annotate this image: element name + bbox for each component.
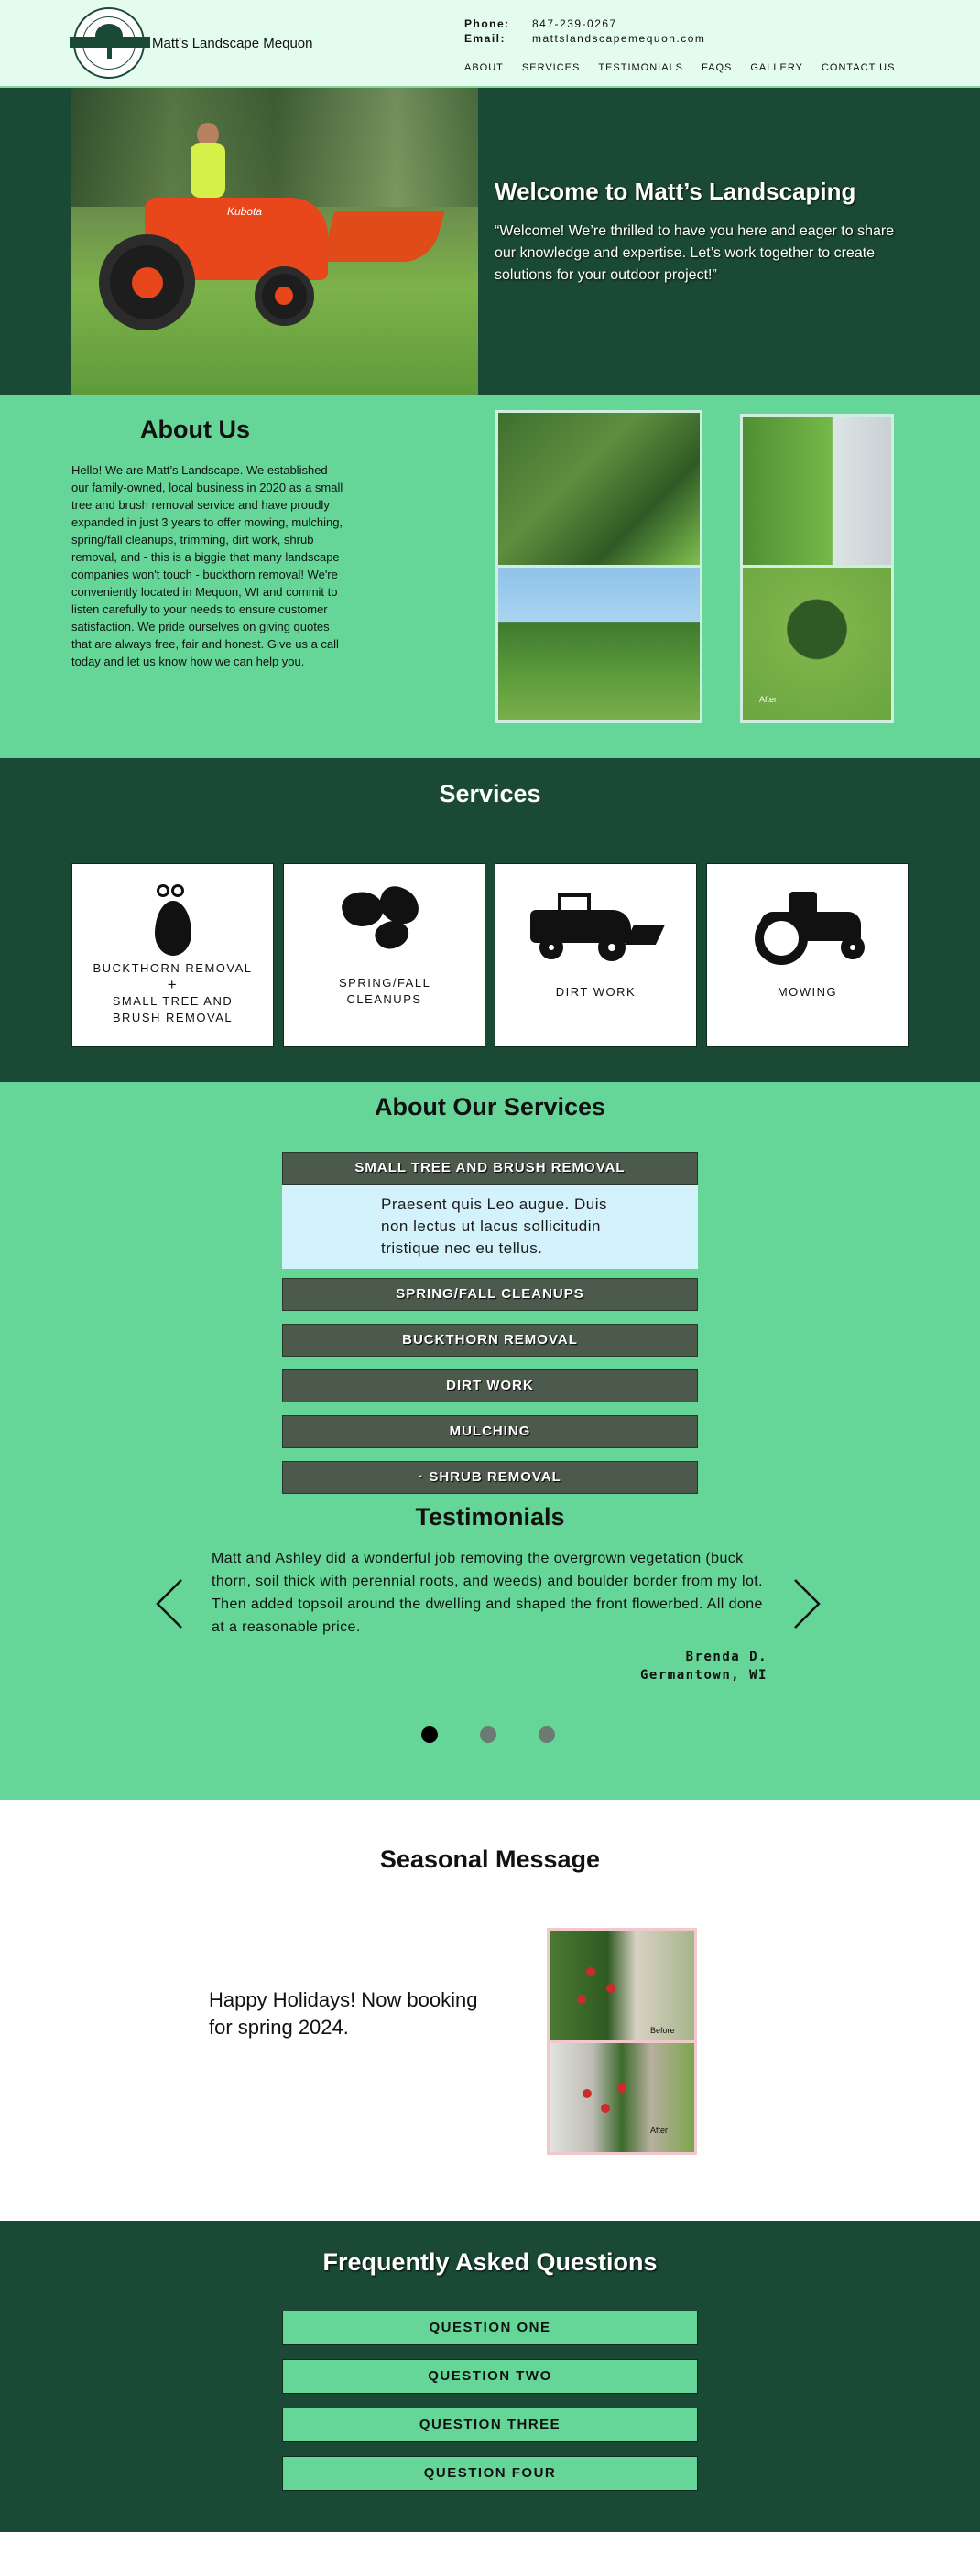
service-label: SPRING/FALL CLEANUPS [339,976,431,1006]
accordion-panel-text: Praesent quis Leo augue. Duis non lectus ut lacus sollicitudin tristique nec eu tellus. [381,1196,607,1257]
nav-services[interactable]: SERVICES [521,62,581,73]
accordion-item-dirt-work[interactable]: DIRT WORK [282,1369,698,1402]
testimonial-author-block [513,1648,768,1684]
nav-gallery[interactable]: GALLERY [750,62,803,73]
phone-label: Phone: [464,17,510,30]
logo-name: Matt's Landscape Mequon [152,35,313,51]
collage-photo-yard [498,568,700,720]
service-card-mowing[interactable] [706,863,909,1047]
email-label: Email: [464,32,506,45]
prev-arrow-icon[interactable] [154,1576,185,1631]
collage-photo-trimming [498,413,700,565]
seasonal-section [0,1800,980,2221]
testimonial-quote: Matt and Ashley did a wonderful job removing the overgrown vegetation (buck thorn, soil thick with perennial roots, and weeds) and boulder border from my lot. Then added topsoil around the dwelling and shaped the front flowerbed. All done at a reasonable price. [212,1551,763,1635]
service-label: MOWING [777,985,838,999]
after-tag: After [650,2126,669,2135]
collage-photo-shrub [743,568,891,720]
nav-contact-us[interactable]: CONTACT US [821,62,896,73]
carousel-dot[interactable] [421,1726,438,1743]
buckthorn-icon [72,864,273,960]
accordion-item-shrub-removal[interactable]: · SHRUB REMOVAL [282,1461,698,1494]
about-text: Hello! We are Matt’s Landscape. We established our family-owned, local business in 2020 as a small tree and brush removal service and have proudly expanded in just 3 years to offer mowing, mulching, spring/fall cleanups, trimming, dirt work, shrub removal, and - this is a biggie that many landscape companies won't touch - buckthorn removal! We're conveniently located in Mequon, WI and commit to listen carefully to your needs to ensure customer satisfaction. We pride ourselves on giving quotes that are always free, fair and honest. Give us a call today and let us know how we can help you. [71,463,343,668]
nav-about[interactable]: ABOUT [464,62,504,73]
mower-icon [707,864,908,960]
faq-list [282,2311,698,2505]
phone-number[interactable]: 847-239-0267 [532,17,617,30]
leaves-icon [284,864,485,960]
about-title: About Us [140,416,250,443]
hero-text-block [495,178,898,287]
service-card-cleanups[interactable] [283,863,485,1047]
accordion-item-cleanups[interactable]: SPRING/FALL CLEANUPS [282,1278,698,1311]
faq-question-three[interactable]: QUESTION THREE [282,2408,698,2442]
next-arrow-icon[interactable] [791,1576,822,1631]
nav-faqs[interactable]: FAQS [702,62,733,73]
testimonial-author: Brenda D. [685,1650,768,1664]
accordion-item-mulching[interactable]: MULCHING [282,1415,698,1448]
hero-section [0,88,980,395]
about-section [0,395,980,758]
about-collage-right [740,414,894,723]
faq-question-one[interactable]: QUESTION ONE [282,2311,698,2345]
testimonial-location: Germantown, WI [639,1668,768,1683]
collage-photo-mulch [743,417,891,565]
loader-icon [495,864,696,960]
service-label-plus: + [167,976,179,993]
seasonal-before-after-photo [547,1928,697,2155]
faq-question-two[interactable]: QUESTION TWO [282,2359,698,2394]
seasonal-before-photo [550,1931,694,2040]
service-card-buckthorn[interactable] [71,863,274,1047]
contact-info [464,16,705,46]
service-label: BUCKTHORN REMOVAL [93,961,253,975]
email-address[interactable]: mattslandscapemequon.com [532,32,706,45]
service-card-dirt-work[interactable] [495,863,697,1047]
tree-logo-icon [73,7,145,79]
collage-after-tag: After [759,695,778,704]
about-services-title: About Our Services [374,1093,606,1120]
seasonal-after-photo [550,2043,694,2152]
nav-testimonials[interactable]: TESTIMONIALS [598,62,684,73]
faq-section [0,2221,980,2532]
seasonal-title: Seasonal Message [379,1845,601,1873]
about-services-section [0,1082,980,1503]
testimonials-title: Testimonials [415,1503,565,1531]
accordion-panel [282,1185,698,1269]
site-header [0,0,980,88]
faq-question-four[interactable]: QUESTION FOUR [282,2456,698,2491]
hero-title: Welcome to Matt’s Landscaping [495,178,856,205]
main-nav [458,60,901,75]
carousel-dot[interactable] [539,1726,555,1743]
carousel-dot[interactable] [480,1726,496,1743]
accordion-item-small-tree[interactable]: SMALL TREE AND BRUSH REMOVAL [282,1152,698,1185]
services-accordion [282,1152,698,1507]
logo[interactable] [73,7,312,79]
carousel-dots [421,1726,597,1743]
tractor-brand-text: Kubota [227,205,263,218]
faq-title: Frequently Asked Questions [322,2248,658,2276]
service-label: DIRT WORK [555,985,637,999]
seasonal-text: Happy Holidays! Now booking for spring 2024. [209,1988,478,2039]
testimonials-section [0,1503,980,1800]
hero-description: “Welcome! We’re thrilled to have you here and eager to share our knowledge and expertise. Let’s work together to create solutions for your outdoor project!” [495,223,895,283]
services-section [0,758,980,1082]
accordion-item-buckthorn[interactable]: BUCKTHORN REMOVAL [282,1324,698,1357]
service-label-sub: SMALL TREE AND BRUSH REMOVAL [112,994,234,1024]
services-title: Services [439,780,541,807]
hero-tractor-photo [71,88,478,395]
before-tag: Before [650,2026,675,2035]
about-collage-left [495,410,702,723]
